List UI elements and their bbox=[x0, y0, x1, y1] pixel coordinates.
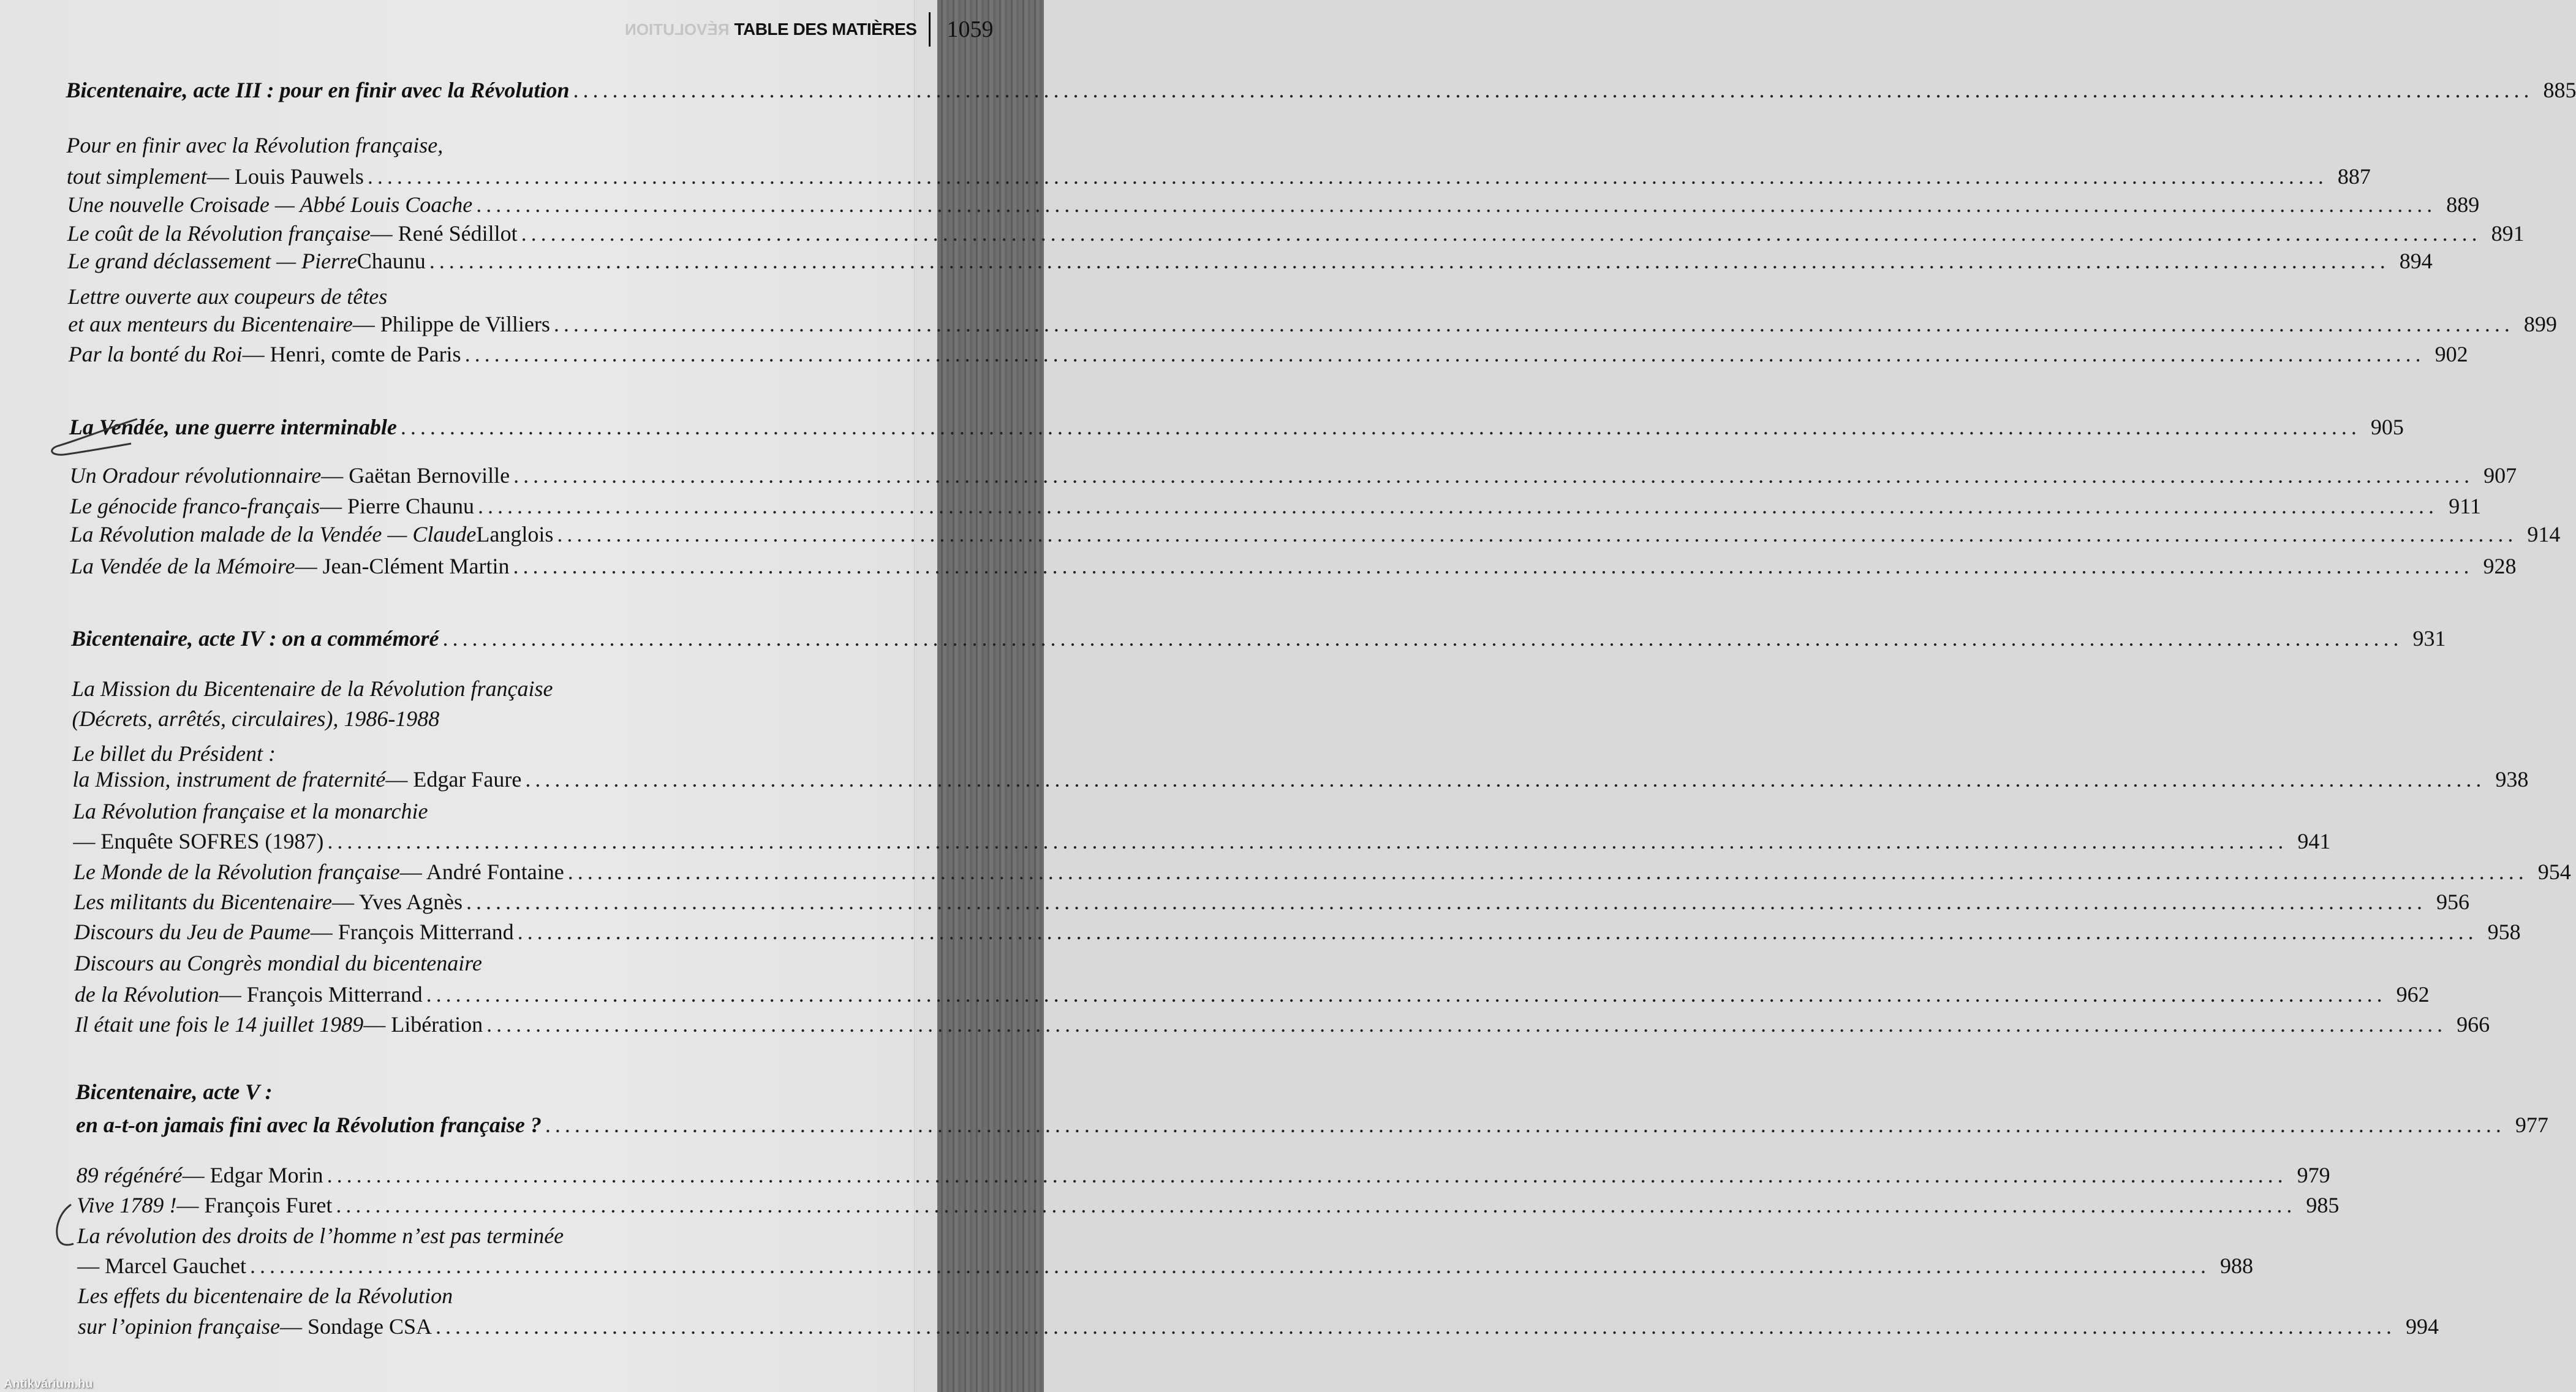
entry-author: — Henri, comte de Paris bbox=[242, 341, 461, 366]
entry-author: — François Mitterrand bbox=[310, 920, 514, 945]
entry-author: Langlois bbox=[476, 521, 554, 547]
pencil-mark-icon bbox=[45, 414, 149, 463]
entry-page-number: 902 bbox=[2434, 341, 2468, 366]
toc-entry bbox=[68, 284, 388, 313]
toc-entry bbox=[67, 192, 2480, 221]
leader-dots: ........................................................................................................................................................................................................ bbox=[442, 626, 2403, 651]
entry-page-number: 977 bbox=[2515, 1112, 2548, 1137]
entry-page-number: 956 bbox=[2436, 889, 2469, 914]
show-through-text: RÉVOLUTION bbox=[625, 20, 730, 39]
entry-author: — Philippe de Villiers bbox=[352, 311, 550, 336]
entry-title: Le Monde de la Révolution française bbox=[73, 859, 400, 884]
entry-title: Discours au Congrès mondial du bicentenaire bbox=[74, 950, 482, 975]
toc-entry bbox=[69, 463, 2517, 492]
leader-dots: ........................................................................................................................................................................................................ bbox=[429, 248, 2390, 273]
toc-entry bbox=[77, 1192, 2340, 1222]
entry-author: — Yves Agnès bbox=[331, 889, 463, 914]
leader-dots: ........................................................................................................................................................................................................ bbox=[367, 164, 2328, 189]
entry-title: Par la bonté du Roi bbox=[68, 341, 243, 366]
toc-entry bbox=[67, 248, 2433, 278]
toc-entry bbox=[76, 1162, 2330, 1192]
toc-entry bbox=[66, 164, 2371, 193]
entry-page-number: 891 bbox=[2491, 221, 2525, 246]
toc-section-heading bbox=[75, 1079, 272, 1108]
toc-entry bbox=[74, 919, 2521, 948]
entry-page-number: 938 bbox=[2495, 766, 2529, 792]
entry-title: Bicentenaire, acte IV : on a commémoré bbox=[71, 626, 439, 651]
entry-page-number: 899 bbox=[2523, 311, 2557, 336]
entry-page-number: 907 bbox=[2483, 463, 2517, 488]
toc-entry bbox=[73, 859, 2571, 888]
entry-page-number: 931 bbox=[2412, 626, 2446, 651]
toc-section-heading bbox=[71, 626, 2446, 655]
toc-entry bbox=[78, 1314, 2439, 1343]
toc-entry bbox=[68, 311, 2557, 341]
entry-title: 89 régénéré bbox=[76, 1163, 183, 1188]
entry-title: La Révolution française et la monarchie bbox=[72, 799, 428, 824]
toc-entry bbox=[72, 766, 2529, 796]
leader-dots: ........................................................................................................................................................................................................ bbox=[327, 829, 2288, 854]
entry-title: Il était une fois le 14 juillet 1989 bbox=[75, 1012, 364, 1037]
entry-page-number: 958 bbox=[2487, 920, 2521, 945]
entry-page-number: 894 bbox=[2399, 248, 2433, 273]
entry-author: — François Mitterrand bbox=[219, 982, 423, 1007]
entry-title: Bicentenaire, acte III : pour en finir avec la Révolution bbox=[66, 78, 570, 103]
header-divider bbox=[929, 12, 931, 47]
entry-title: la Mission, instrument de fraternité bbox=[72, 766, 386, 792]
leader-dots: ........................................................................................................................................................................................................ bbox=[327, 1163, 2287, 1188]
toc-entry bbox=[74, 982, 2430, 1011]
entry-page-number: 889 bbox=[2446, 192, 2480, 218]
leader-dots: ........................................................................................................................................................................................................ bbox=[336, 1193, 2297, 1218]
entry-title: Lettre ouverte aux coupeurs de têtes bbox=[67, 284, 388, 309]
toc-section-heading bbox=[66, 77, 2576, 107]
entry-author: — Louis Pauwels bbox=[206, 164, 364, 189]
entry-page-number: 941 bbox=[2297, 829, 2331, 854]
entry-author: — Gaëtan Bernoville bbox=[321, 463, 510, 488]
toc-entry bbox=[72, 676, 553, 705]
toc-entry bbox=[73, 828, 2331, 858]
entry-page-number: 994 bbox=[2406, 1314, 2439, 1339]
entry-title: (Décrets, arrêtés, circulaires), 1986-1988 bbox=[72, 706, 440, 732]
page-number: 1059 bbox=[946, 17, 994, 42]
leader-dots: ........................................................................................................................................................................................................ bbox=[521, 221, 2482, 246]
entry-page-number: 885 bbox=[2543, 78, 2576, 103]
entry-author: — Marcel Gauchet bbox=[77, 1253, 246, 1278]
entry-page-number: 887 bbox=[2337, 164, 2371, 189]
leader-dots: ........................................................................................................................................................................................................ bbox=[249, 1253, 2210, 1278]
toc-section-heading bbox=[69, 414, 2404, 444]
leader-dots: ........................................................................................................................................................................................................ bbox=[553, 311, 2514, 336]
toc-entry bbox=[77, 1253, 2253, 1282]
leader-dots: ........................................................................................................................................................................................................ bbox=[513, 463, 2474, 488]
entry-title: Une nouvelle Croisade — Abbé Louis Coache bbox=[67, 192, 473, 218]
leader-dots: ........................................................................................................................................................................................................ bbox=[477, 493, 2438, 518]
running-header bbox=[625, 13, 993, 45]
entry-page-number: 911 bbox=[2449, 493, 2481, 518]
entry-title: La Vendée, une guerre interminable bbox=[69, 414, 397, 439]
leader-dots: ........................................................................................................................................................................................................ bbox=[464, 341, 2425, 366]
entry-title: La Révolution malade de la Vendée — Claude bbox=[70, 521, 477, 547]
toc-entry bbox=[67, 221, 2525, 250]
entry-author: — Edgar Faure bbox=[385, 766, 522, 792]
entry-page-number: 954 bbox=[2537, 859, 2571, 884]
toc-entry bbox=[78, 1283, 453, 1312]
toc-entry bbox=[73, 798, 428, 828]
leader-dots: ........................................................................................................................................................................................................ bbox=[525, 766, 2486, 792]
entry-author: — Sondage CSA bbox=[280, 1314, 432, 1339]
entry-page-number: 928 bbox=[2483, 554, 2517, 579]
leader-dots: ........................................................................................................................................................................................................ bbox=[476, 192, 2437, 218]
toc-entry bbox=[70, 521, 2561, 551]
entry-title: Pour en finir avec la Révolution française, bbox=[66, 133, 444, 158]
leader-dots: ........................................................................................................................................................................................................ bbox=[557, 521, 2518, 547]
toc-entry bbox=[70, 493, 2481, 523]
leader-dots: ........................................................................................................................................................................................................ bbox=[436, 1314, 2397, 1339]
entry-author: — François Furet bbox=[176, 1193, 333, 1218]
entry-title: Vive 1789 ! bbox=[77, 1193, 177, 1218]
entry-page-number: 914 bbox=[2527, 521, 2561, 547]
leader-dots: ........................................................................................................................................................................................................ bbox=[426, 982, 2387, 1007]
toc-entry bbox=[77, 1223, 564, 1252]
entry-author: — Enquête SOFRES (1987) bbox=[73, 829, 324, 854]
entry-title: tout simplement bbox=[66, 164, 207, 189]
leader-dots: ........................................................................................................................................................................................................ bbox=[545, 1112, 2506, 1137]
leader-dots: ........................................................................................................................................................................................................ bbox=[567, 859, 2528, 884]
entry-title: Le coût de la Révolution française bbox=[67, 221, 371, 246]
entry-title: Les militants du Bicentenaire bbox=[74, 889, 332, 914]
entry-page-number: 985 bbox=[2306, 1193, 2340, 1218]
entry-title: La Mission du Bicentenaire de la Révolution française bbox=[71, 676, 553, 702]
entry-page-number: 962 bbox=[2396, 982, 2430, 1007]
toc-entry bbox=[74, 889, 2469, 918]
entry-title: Le billet du Président : bbox=[72, 741, 276, 766]
entry-page-number: 966 bbox=[2457, 1012, 2490, 1037]
leader-dots: ........................................................................................................................................................................................................ bbox=[466, 889, 2427, 914]
entry-title: La révolution des droits de l’homme n’est pas terminée bbox=[77, 1223, 564, 1248]
entry-title: sur l’opinion française bbox=[78, 1314, 281, 1339]
entry-title: La Vendée de la Mémoire bbox=[70, 554, 295, 579]
toc-entry bbox=[74, 950, 482, 980]
entry-title: de la Révolution bbox=[74, 982, 219, 1007]
watermark: Antikvárium.hu bbox=[4, 1377, 93, 1391]
entry-author: — René Sédillot bbox=[370, 221, 518, 246]
entry-title: et aux menteurs du Bicentenaire bbox=[68, 311, 353, 336]
leader-dots: ........................................................................................................................................................................................................ bbox=[486, 1012, 2447, 1037]
leader-dots: ........................................................................................................................................................................................................ bbox=[513, 554, 2474, 579]
entry-author: — Pierre Chaunu bbox=[320, 493, 474, 518]
entry-title: en a-t-on jamais fini avec la Révolution française ? bbox=[75, 1112, 542, 1137]
entry-title: Bicentenaire, acte V : bbox=[75, 1079, 273, 1104]
entry-author: Chaunu bbox=[357, 248, 426, 273]
toc-entry bbox=[75, 1012, 2490, 1041]
entry-author: — Edgar Morin bbox=[182, 1163, 323, 1188]
entry-title: Les effets du bicentenaire de la Révolution bbox=[77, 1284, 453, 1309]
entry-page-number: 905 bbox=[2370, 414, 2404, 439]
entry-title: Le grand déclassement — Pierre bbox=[67, 248, 357, 273]
entry-page-number: 979 bbox=[2297, 1163, 2330, 1188]
entry-author: — Libération bbox=[363, 1012, 483, 1037]
toc-section-heading bbox=[75, 1112, 2548, 1141]
entry-title: Un Oradour révolutionnaire bbox=[69, 463, 322, 488]
toc-entry bbox=[72, 741, 276, 770]
toc-entry bbox=[68, 341, 2468, 371]
entry-page-number: 988 bbox=[2219, 1253, 2253, 1278]
leader-dots: ........................................................................................................................................................................................................ bbox=[573, 78, 2534, 103]
entry-author: — Jean-Clément Martin bbox=[295, 554, 510, 579]
toc-entry bbox=[72, 706, 439, 735]
entry-author: — André Fontaine bbox=[399, 859, 564, 884]
leader-dots: ........................................................................................................................................................................................................ bbox=[517, 920, 2478, 945]
toc-entry bbox=[66, 132, 443, 162]
entry-title: Discours du Jeu de Paume bbox=[74, 920, 311, 945]
running-title: TABLE DES MATIÈRES bbox=[734, 20, 917, 39]
toc-entry bbox=[70, 553, 2517, 583]
entry-title: Le génocide franco-français bbox=[70, 493, 320, 518]
leader-dots: ........................................................................................................................................................................................................ bbox=[400, 414, 2361, 439]
pencil-bracket-icon bbox=[51, 1201, 82, 1256]
